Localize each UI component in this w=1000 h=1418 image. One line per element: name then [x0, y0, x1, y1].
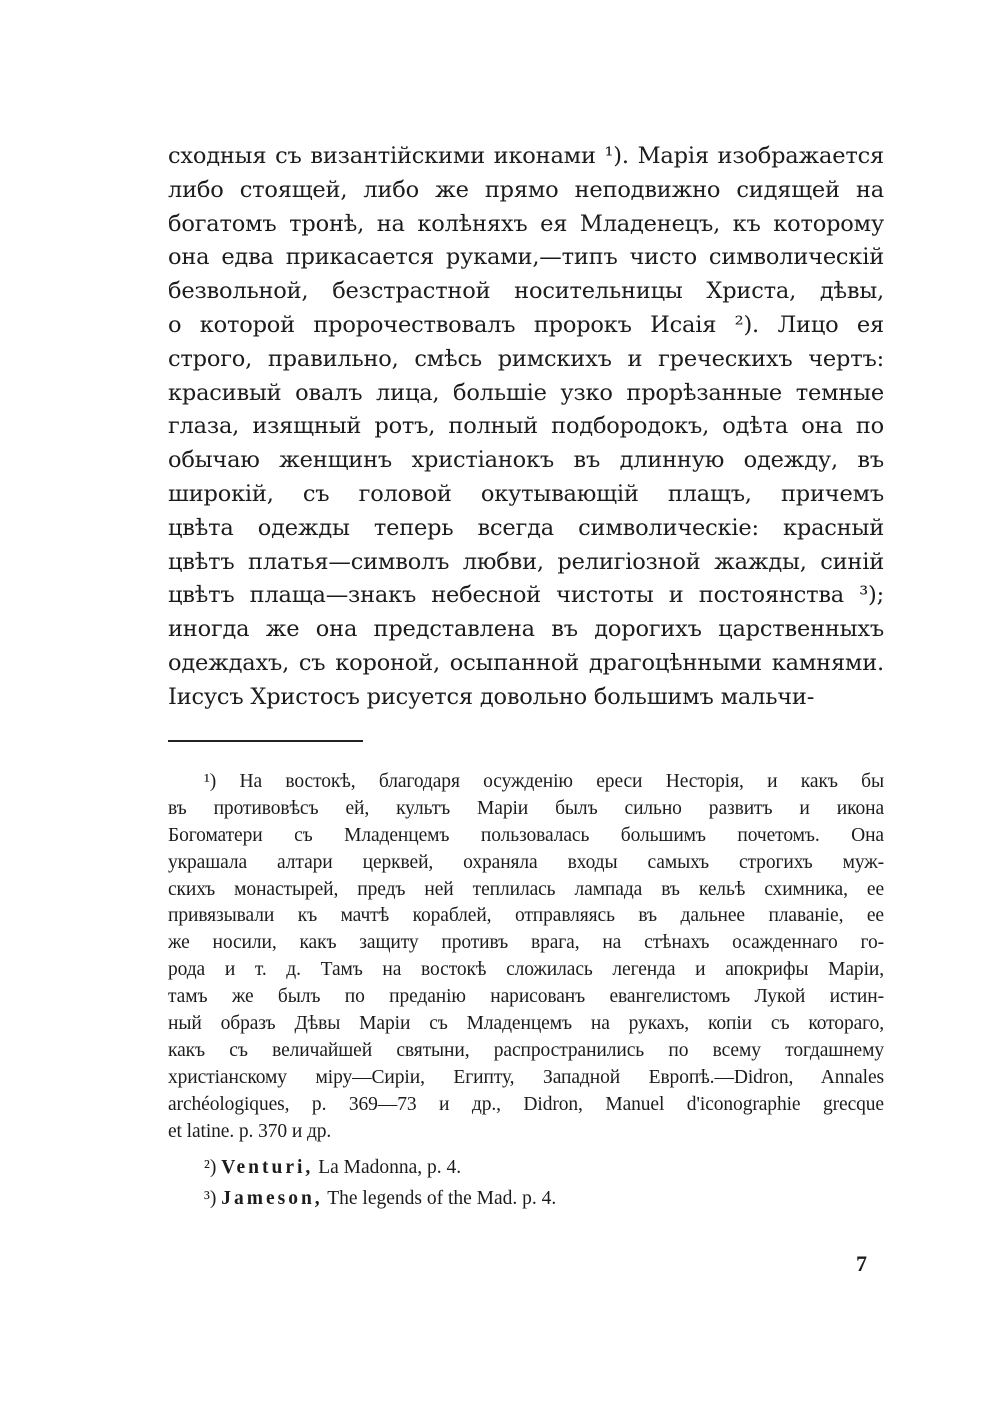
- footnote-line: же носили, какъ защиту противъ врага, на стѣнахъ осажденнаго го-: [168, 932, 884, 954]
- footnote-line: христіанскому міру—Сиріи, Египту, Западной Европѣ.—Didron, Annales: [168, 1066, 884, 1088]
- footnote-line: скихъ монастырей, предъ ней теплилась лампада въ кельѣ схимника, ее: [168, 878, 884, 900]
- footnote-line: et latine. p. 370 и др.: [168, 1120, 332, 1142]
- text-line: она едва прикасается руками,—типъ чисто символическій: [168, 244, 884, 271]
- footnote-author: Jameson,: [221, 1188, 323, 1209]
- text-line: широкій, съ головой окутывающій плащъ, причемъ: [168, 480, 884, 507]
- text-line: глаза, изящный ротъ, полный подбородокъ, одѣта она по: [168, 413, 884, 440]
- footnote-marker: ³): [204, 1188, 217, 1209]
- footnote-line: Богоматери съ Младенцемъ пользовалась большимъ почетомъ. Она: [168, 824, 884, 846]
- text-line: либо стоящей, либо же прямо неподвижно сидящей на: [168, 176, 884, 203]
- text-line: иногда же она представлена въ дорогихъ царственныхъ: [168, 616, 884, 643]
- footnote-line: привязывали къ мачтѣ кораблей, отправляясь въ дальнее плаваніе, ее: [168, 905, 884, 927]
- text-line: обычаю женщинъ христіанокъ въ длинную одежду, въ: [168, 447, 884, 474]
- footnote-1: [168, 769, 884, 1145]
- footnote-2: [204, 1155, 461, 1181]
- page-number: 7: [856, 1251, 867, 1276]
- text-line: цвѣтъ плаща—знакъ небесной чистоты и постоянства ³);: [168, 582, 884, 609]
- main-text: [168, 140, 884, 715]
- footnote-line: ¹) На востокѣ, благодаря осужденію ереси Несторія, и какъ бы: [204, 771, 884, 792]
- footnote-line: въ противовѣсъ ей, культъ Маріи былъ сильно развитъ и икона: [168, 797, 884, 819]
- footnote-line: ный образъ Дѣвы Маріи съ Младенцемъ на рукахъ, копіи съ котораго,: [168, 1013, 884, 1035]
- footnote-separator: [168, 740, 363, 742]
- footnote-marker: ²): [204, 1157, 217, 1178]
- footnote-line: рода и т. д. Тамъ на востокѣ сложилась легенда и апокрифы Маріи,: [168, 959, 884, 981]
- text-line: Іисусъ Христосъ рисуется довольно большимъ мальчи-: [168, 683, 815, 710]
- footnote-line: украшала алтари церквей, охраняла входы самыхъ строгихъ муж-: [168, 851, 884, 873]
- footnote-line: тамъ же былъ по преданію нарисованъ евангелистомъ Лукой истин-: [168, 986, 884, 1008]
- footnote-author: Venturi,: [221, 1157, 314, 1178]
- text-line: богатомъ тронѣ, на колѣняхъ ея Младенецъ, къ которому: [168, 210, 884, 237]
- text-line: одеждахъ, съ короной, осыпанной драгоцѣнными камнями.: [168, 649, 884, 676]
- text-line: цвѣтъ платья—символъ любви, религіозной жажды, синій: [168, 548, 884, 575]
- text-line: сходныя съ византійскими иконами ¹). Марія изображается: [168, 143, 884, 169]
- text-line: цвѣта одежды теперь всегда символическіе: красный: [168, 514, 884, 541]
- footnote-line: archéologiques, p. 369—73 и др., Didron, Manuel d'iconographie grecque: [168, 1093, 884, 1115]
- text-line: красивый овалъ лица, большіе узко прорѣзанные темные: [168, 379, 884, 406]
- text-line: о которой пророчествовалъ пророкъ Исаія ²). Лицо ея: [168, 311, 884, 338]
- footnote-3: [204, 1186, 556, 1212]
- footnote-citation: The legends of the Mad. p. 4.: [327, 1188, 557, 1209]
- text-line: безвольной, безстрастной носительницы Христа, дѣвы,: [168, 278, 884, 305]
- footnote-line: какъ съ величайшей святыни, распространились по всему тогдашнему: [168, 1039, 884, 1061]
- text-line: строго, правильно, смѣсь римскихъ и греческихъ чертъ:: [168, 345, 884, 372]
- footnote-citation: La Madonna, p. 4.: [318, 1157, 462, 1178]
